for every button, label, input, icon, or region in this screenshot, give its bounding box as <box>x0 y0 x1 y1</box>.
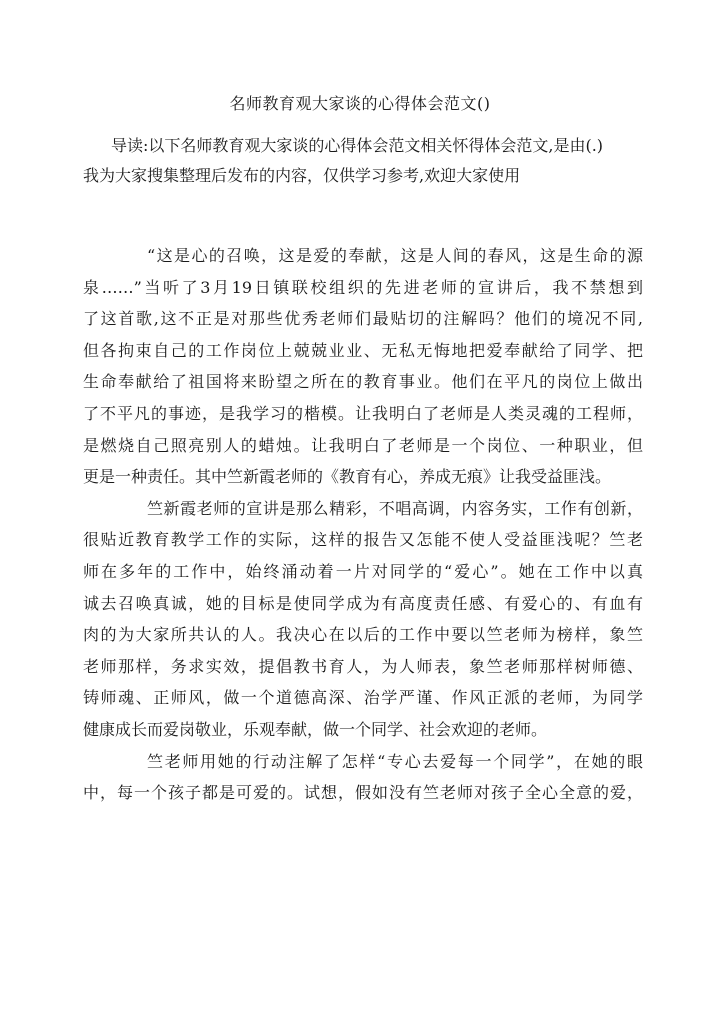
paragraph-2-line: 肉的为大家所共认的人。我决心在以后的工作中要以竺老师为榜样，象竺 <box>83 625 643 645</box>
paragraph-2-line: 老师那样，务求实效，提倡教书育人，为人师表，象竺老师那样树师德、 <box>83 656 643 676</box>
body-text <box>83 240 643 809</box>
intro-line: 我为大家搜集整理后发布的内容，仅供学习参考,欢迎大家使用 <box>83 166 521 185</box>
paragraph-2-line: 竺新霞老师的宣讲是那么精彩，不唱高调，内容务实，工作有创新， <box>147 498 643 518</box>
paragraph-1-line: 但各拘束自己的工作岗位上兢兢业业、无私无悔地把爱奉献给了同学、把 <box>83 340 643 360</box>
paragraph-3-line: 中，每一个孩子都是可爱的。试想，假如没有竺老师对孩子全心全意的爱， <box>83 783 643 803</box>
paragraph-1-line: 生命奉献给了祖国将来盼望之所在的教育事业。他们在平凡的岗位上做出 <box>83 372 643 392</box>
paragraph-1-line: 泉……”当听了3月19日镇联校组织的先进老师的宣讲后，我不禁想到 <box>83 277 643 297</box>
paragraph-1-line: “这是心的召唤，这是爱的奉献，这是人间的春风，这是生命的源 <box>147 246 643 265</box>
paragraph-2-line: 健康成长而爱岗敬业，乐观奉献，做一个同学、社会欢迎的老师。 <box>83 719 548 739</box>
paragraph-3-line: 竺老师用她的行动注解了怎样“专心去爱每一个同学”，在她的眼 <box>147 751 643 771</box>
paragraph-1-line: 了不平凡的事迹，是我学习的楷模。让我明白了老师是人类灵魂的工程师， <box>83 403 643 423</box>
paragraph-2-line: 师在多年的工作中，始终涌动着一片对同学的“爱心”。她在工作中以真 <box>83 561 643 581</box>
paragraph-1-line: 了这首歌,这不正是对那些优秀老师们最贴切的注解吗？他们的境况不同, <box>83 309 643 329</box>
paragraph-2-line: 很贴近教育教学工作的实际，这样的报告又怎能不使人受益匪浅呢？竺老 <box>83 530 643 550</box>
intro-line: 导读:以下名师教育观大家谈的心得体会范文相关怀得体会范文,是由(.) <box>111 136 604 155</box>
paragraph-1-line: 更是一种责任。其中竺新霞老师的《教育有心，养成无痕》让我受益匪浅。 <box>83 467 612 487</box>
document-title: 名师教育观大家谈的心得体会范文() <box>229 94 491 113</box>
paragraph-2-line: 诚去召唤真诚，她的目标是使同学成为有高度责任感、有爱心的、有血有 <box>83 593 643 613</box>
paragraph-1-line: 是燃烧自己照亮别人的蜡烛。让我明白了老师是一个岗位、一种职业，但 <box>83 435 643 455</box>
intro-section <box>83 131 643 191</box>
paragraph-2-line: 铸师魂、正师风，做一个道德高深、治学严谨、作风正派的老师，为同学 <box>83 688 643 708</box>
